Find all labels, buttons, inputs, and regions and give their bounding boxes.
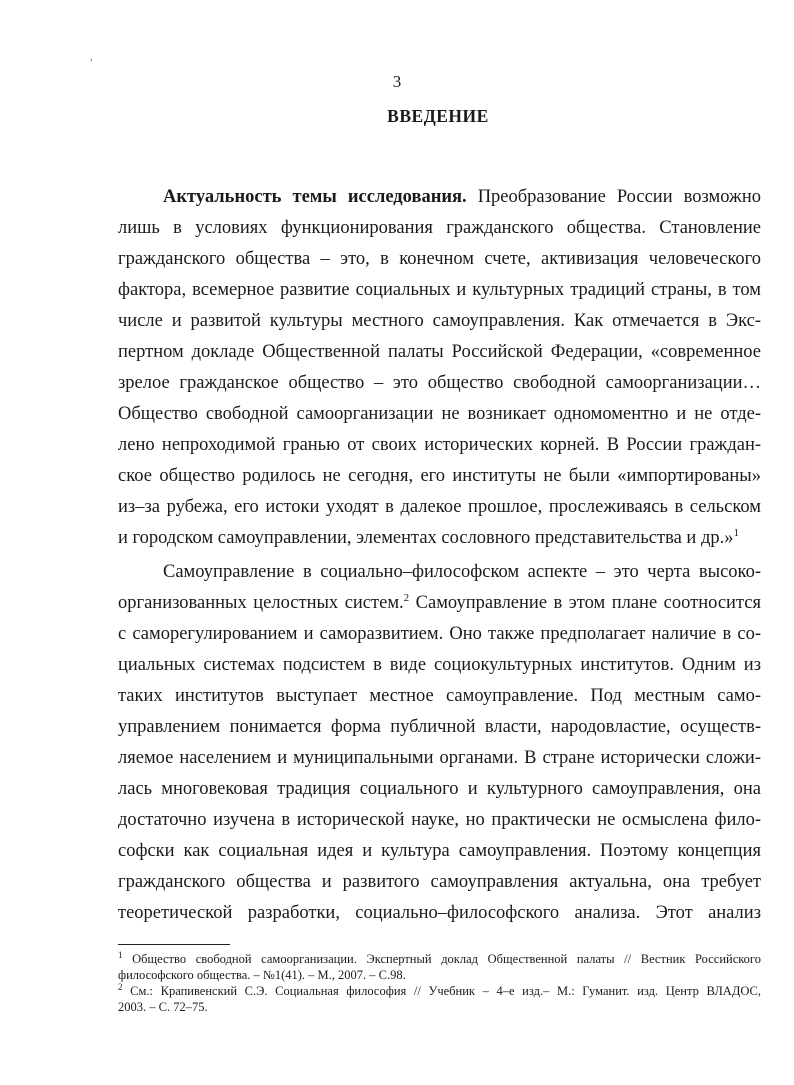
paragraph-2-line: циальных системах подсистем в виде социокультурных институтов. Одним из [118,655,761,675]
paragraph-1-line: гражданского общества – это, в конечном счете, активизация человеческого [118,249,761,269]
scan-mark: , [90,52,93,63]
paragraph-2-line: лась многовековая традиция социального и культурного самоуправления, она [118,779,761,799]
paragraph-1-line: ское общество родилось не сегодня, его институты не были «импортированы» [118,466,761,486]
footnote-1-continued: философского общества. – №1(41). – М., 2007. – С.98. [118,968,406,982]
paragraph-1-line: числе и развитой культуры местного самоуправления. Как отмечается в Экс- [118,311,761,331]
paragraph-1-line: Общество свободной самоорганизации не возникает одномоментно и не отде- [118,404,761,424]
paragraph-1-line: лено непроходимой гранью от своих исторических корней. В России граждан- [118,435,761,455]
section-heading: ВВЕДЕНИЕ [387,106,489,126]
footnote-separator [118,944,230,945]
paragraph-1-line: и городском самоуправлении, элементах сословного представительства и др.»$^1$ [118,526,739,548]
page-number: 3 [392,72,402,91]
paragraph-1-line: зрелое гражданское общество – это общество свободной самоорганизации… [118,373,761,393]
footnote-ref-1: 1 [733,526,739,539]
paragraph-2-line: Самоуправление в социально–философском аспекте – это черта высоко- [163,562,761,582]
paragraph-1-line: из–за рубежа, его истоки уходят в далекое прошлое, прослеживаясь в сельском [118,497,761,517]
paragraph-1-line: пертном докладе Общественной палаты Российской Федерации, «современное [118,342,761,362]
paragraph-2-line: ляемое населением и муниципальными органами. В стране исторически сложи- [118,748,761,768]
paragraph-2-line: теоретической разработки, социально–философского анализа. Этот анализ [118,903,761,923]
footnote-1: $^1$ Общество свободной самоорганизации. Экспертный доклад Общественной палаты // Вестник Российского [118,949,761,966]
footnote-2-continued: 2003. – С. 72–75. [118,1000,208,1014]
paragraph-2-line: софски как социальная идея и культура самоуправления. Поэтому концепция [118,841,761,861]
footnote-2: $^2$ См.: Крапивенский С.Э. Социальная философия // Учебник – 4–е изд.– М.: Гуманит. изд. Центр ВЛАДОС, [118,981,761,998]
topic-relevance-lead: Актуальность темы исследования. [163,187,467,207]
paragraph-2-line: управлением понимается форма публичной власти, народовластие, осуществ- [118,717,761,737]
paragraph-1-line: Актуальность темы исследования. Преобразование России возможно [163,187,761,207]
paragraph-2-line: с саморегулированием и саморазвитием. Оно также предполагает наличие в со- [118,624,761,644]
paragraph-2-line: гражданского общества и развитого самоуправления актуальна, она требует [118,872,761,892]
paragraph-2-line: организованных целостных систем.$^2$ Самоуправление в этом плане соотносится [118,591,761,613]
footnote-ref-2: 2 [403,591,410,604]
paragraph-2-line: достаточно изучена в исторической науке, но практически не осмыслена фило- [118,810,761,830]
paragraph-1-line: лишь в условиях функционирования гражданского общества. Становление [118,218,761,238]
paragraph-1-line: фактора, всемерное развитие социальных и культурных традиций страны, в том [118,280,761,300]
paragraph-2-line: таких институтов выступает местное самоуправление. Под местным само- [118,686,761,706]
